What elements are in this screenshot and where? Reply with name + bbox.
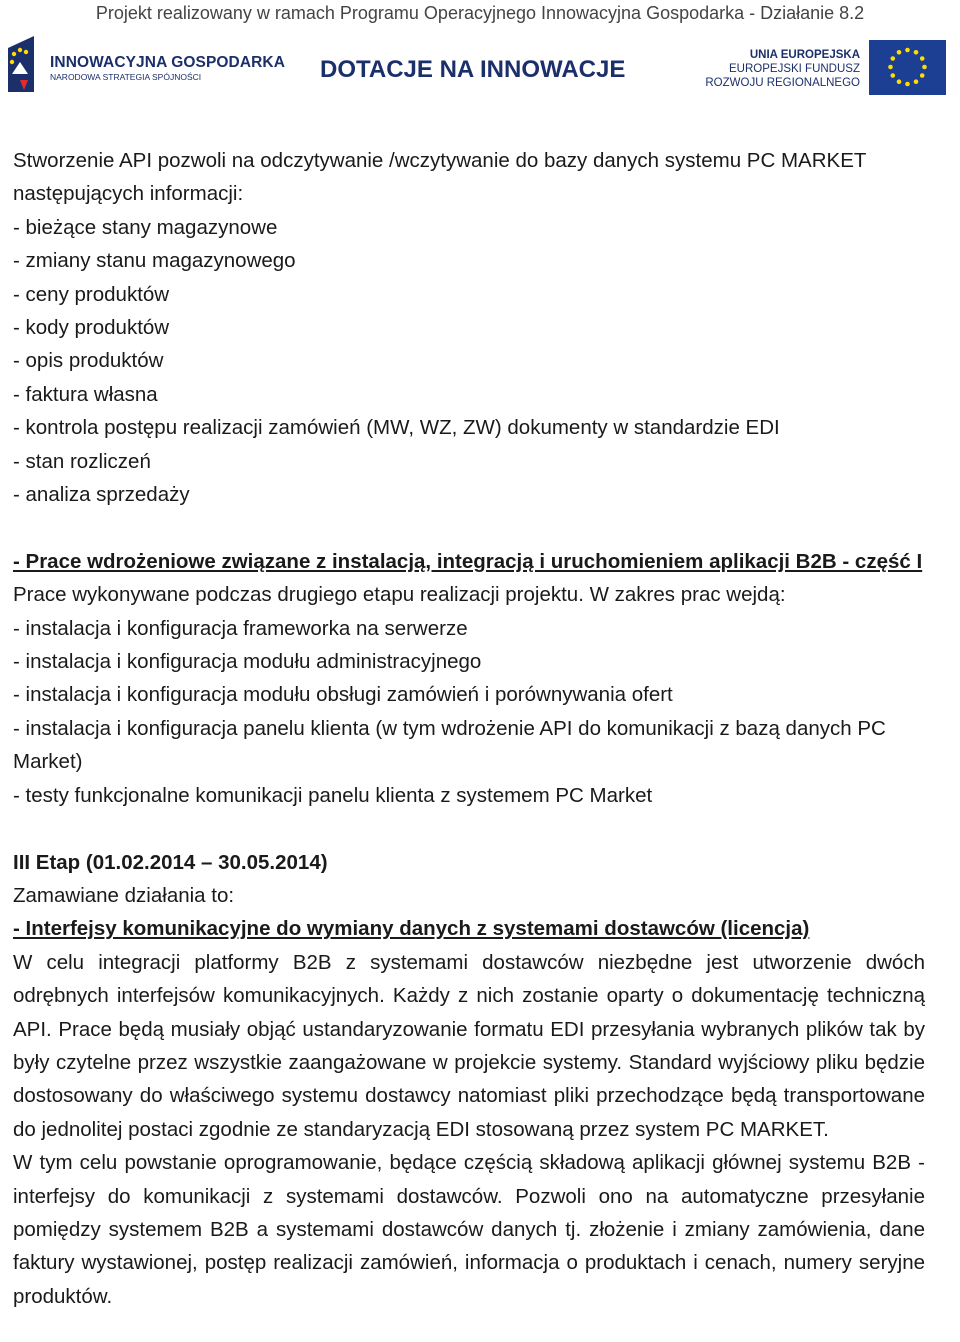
eu-logo-line2: EUROPEJSKI FUNDUSZ — [729, 63, 860, 75]
stage-intro: Zamawiane działania to: — [13, 883, 235, 907]
header-note: Projekt realizowany w ramach Programu Operacyjnego Innowacyjna Gospodarka - Działanie 8.2 — [95, 3, 865, 23]
section2-paragraph: W celu integracji platformy B2B z systemami dostawców niezbędne jest utworzenie dwóch odrębnych interfejsów komunikacyjnych. Każdy z nich zostanie oparty o dokumentację techniczną API. Prace będą musiały objąć ustandaryzowanie formatu EDI przesyłania wybranych plików tak by były czytelne przez wszystkie zaangażowane w projekcie systemy. Standard wyjściowy pliku będzie dostosowany do właściwego systemu dostawcy natomiast pliki przechodzące będą transportowane do jednolitej postaci zgodnie ze standaryzacją EDI stosowaną przez system PC MARKET. — [13, 950, 925, 1141]
section1-list-item: - instalacja i konfiguracja frameworka na serwerze — [13, 616, 468, 640]
ig-logo-title: INNOWACYJNA GOSPODARKA — [50, 54, 286, 71]
api-list-item: - zmiany stanu magazynowego — [13, 249, 296, 273]
section1-heading: - Prace wdrożeniowe związane z instalacją, integracją i uruchomieniem aplikacji B2B - część I — [13, 549, 923, 573]
stage-heading: III Etap (01.02.2014 – 30.05.2014) — [13, 850, 328, 874]
section2-paragraph: W tym celu powstanie oprogramowanie, będące częścią składową aplikacji głównej systemu B2B - interfejsy do komunikacji z systemami dostawców. Pozwoli ono na automatyczne przesyłanie pomiędzy systemem B2B a systemami dostawców danych tj. złożenie i zmiany zamówienia, dane faktury wystawionej, postęp realizacji zamówień, informacja o produktach i cenach, numery seryjne produktów. — [13, 1151, 925, 1308]
innowacyjna-gospodarka-logo — [6, 34, 286, 96]
eu-flag-icon — [869, 40, 946, 95]
section2-heading: - Interfejsy komunikacyjne do wymiany danych z systemami dostawców (licencja) — [13, 917, 810, 941]
spacer — [13, 511, 925, 544]
eu-logo-text — [705, 48, 860, 90]
section1-list-item: - instalacja i konfiguracja panelu klienta (w tym wdrożenie API do komunikacji z bazą danych PC Market) — [13, 716, 886, 774]
spacer — [13, 812, 925, 845]
eu-logo-line1: UNIA EUROPEJSKA — [749, 49, 860, 61]
ig-logo-subtitle: NARODOWA STRATEGIA SPÓJNOŚCI — [50, 72, 202, 82]
section1-list-item: - instalacja i konfiguracja modułu obsługi zamówień i porównywania ofert — [13, 683, 673, 707]
api-list-item: - kody produktów — [13, 316, 170, 340]
api-list-item: - analiza sprzedaży — [13, 483, 190, 507]
api-list-item: - opis produktów — [13, 349, 164, 373]
api-list-item: - kontrola postępu realizacji zamówień (MW, WZ, ZW) dokumenty w standardzie EDI — [13, 416, 780, 440]
document-body — [13, 144, 925, 1313]
section1-list-item: - instalacja i konfiguracja modułu administracyjnego — [13, 650, 482, 674]
section1-intro: Prace wykonywane podczas drugiego etapu realizacji projektu. W zakres prac wejdą: — [13, 583, 786, 607]
intro-paragraph: Stworzenie API pozwoli na odczytywanie /wczytywanie do bazy danych systemu PC MARKET następujących informacji: — [13, 149, 867, 206]
ig-emblem-icon — [6, 34, 46, 96]
section1-list-item: - testy funkcjonalne komunikacji panelu klienta z systemem PC Market — [13, 783, 653, 807]
api-list-item: - stan rozliczeń — [13, 449, 151, 473]
api-list-item: - ceny produktów — [13, 282, 170, 306]
page-header-title: DOTACJE NA INNOWACJE — [320, 56, 626, 83]
api-list-item: - faktura własna — [13, 382, 158, 406]
eu-logo — [705, 40, 948, 98]
eu-logo-line3: ROZWOJU REGIONALNEGO — [705, 77, 860, 89]
api-list-item: - bieżące stany magazynowe — [13, 215, 278, 239]
